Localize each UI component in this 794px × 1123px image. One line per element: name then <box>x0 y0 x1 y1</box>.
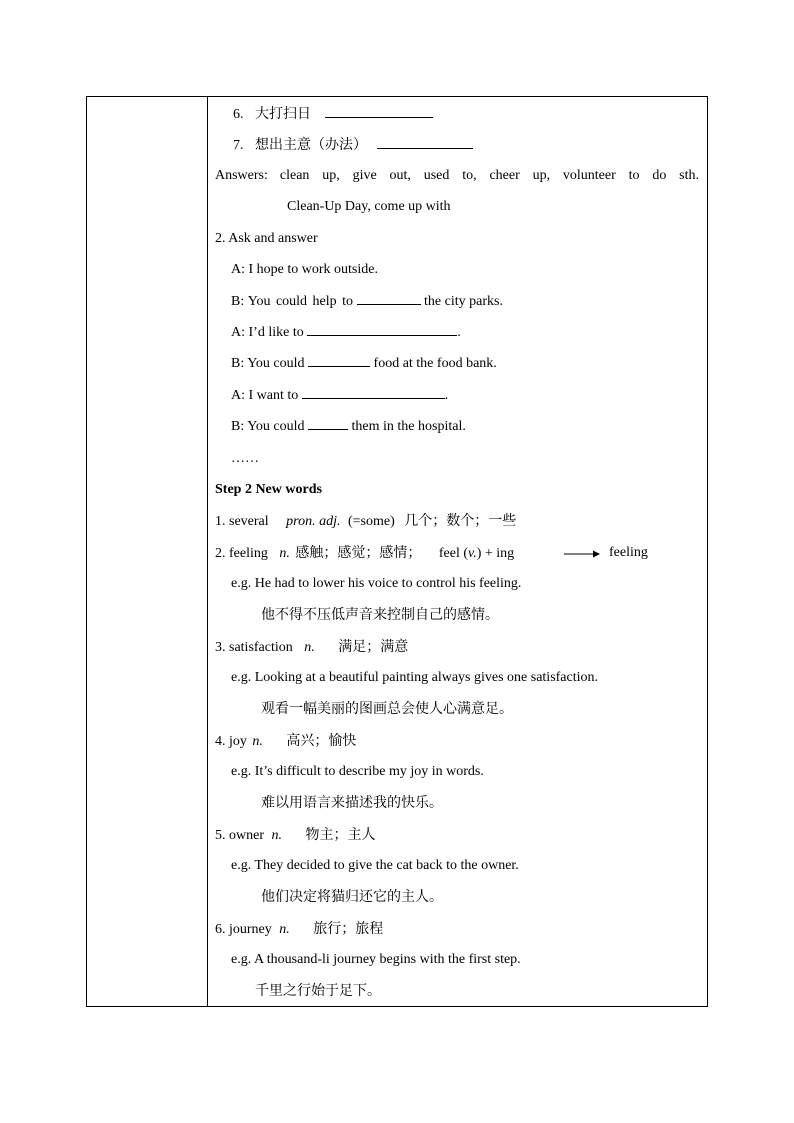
answer-blank[interactable] <box>307 321 457 336</box>
phrase-item-6 <box>233 102 699 126</box>
word-meaning: 旅行；旅程 <box>313 921 384 937</box>
dialogue-text: You could help to <box>247 294 354 309</box>
dialogue-text: the city parks. <box>424 294 503 309</box>
dialogue-line <box>231 321 699 345</box>
word-entry <box>215 823 699 847</box>
phrase-item-7 <box>233 133 699 157</box>
phrase-chinese: 想出主意（办法） <box>255 137 367 153</box>
phrase-number: 6. <box>233 107 244 122</box>
answer-blank[interactable] <box>325 103 433 118</box>
answers-line-2: Clean-Up Day, come up with <box>287 199 451 214</box>
word-term: 2. feeling <box>215 546 268 561</box>
answer-blank[interactable] <box>302 384 445 399</box>
answer-blank[interactable] <box>308 415 348 430</box>
word-entry <box>215 729 699 753</box>
answer-blank[interactable] <box>308 352 370 367</box>
word-meaning: 满足；满意 <box>338 639 409 655</box>
dialogue-text: . <box>444 388 449 403</box>
phrase-number: 7. <box>233 138 244 153</box>
word-note: (=some) <box>347 514 395 529</box>
answers-line <box>215 164 699 188</box>
formula-base: feel <box>438 546 460 561</box>
dialogue-line <box>231 290 699 314</box>
word-term: 6. journey <box>215 922 272 937</box>
answers-label: Answers: <box>215 168 268 183</box>
dialogue-line <box>231 384 699 408</box>
speaker: A: <box>231 325 245 340</box>
formula-suffix: + ing <box>484 546 515 561</box>
dialogue-text: I hope to work outside. <box>248 262 378 277</box>
dialogue-text: food at the food bank. <box>373 356 497 371</box>
part-of-speech: n. <box>279 922 290 937</box>
part-of-speech: n. <box>252 734 263 749</box>
ask-answer-heading: 2. Ask and answer <box>215 231 318 246</box>
dialogue-text: I want to <box>248 388 299 403</box>
dialogue-line <box>231 258 699 282</box>
answer-blank[interactable] <box>377 134 473 149</box>
speaker: A: <box>231 262 245 277</box>
speaker: B: <box>231 356 245 371</box>
lesson-content <box>215 97 699 1006</box>
column-divider <box>207 97 208 1006</box>
example-translation: 难以用语言来描述我的快乐。 <box>261 795 443 811</box>
word-meaning: 物主；主人 <box>305 827 376 843</box>
dialogue-line <box>231 352 699 376</box>
part-of-speech: n. <box>304 640 315 655</box>
dialogue-text: You could <box>247 419 305 434</box>
word-meaning: 几个；数个；一些 <box>404 513 517 529</box>
word-term: 4. joy <box>215 734 247 749</box>
arrow-right-icon <box>564 549 600 559</box>
word-entry <box>215 917 699 941</box>
word-term: 3. satisfaction <box>215 640 293 655</box>
dialogue-text: I’d like to <box>248 325 304 340</box>
example-sentence: e.g. It’s difficult to describe my joy in words. <box>231 764 484 779</box>
example-sentence: e.g. Looking at a beautiful painting always gives one satisfaction. <box>231 670 599 685</box>
dialogue-text: . <box>457 325 461 340</box>
dialogue-text: them in the hospital. <box>351 419 466 434</box>
lesson-table <box>86 96 708 1007</box>
example-sentence: e.g. A thousand-li journey begins with the first step. <box>231 952 521 967</box>
ellipsis: …… <box>231 451 259 466</box>
part-of-speech: pron. adj. <box>286 514 341 529</box>
speaker: B: <box>231 294 245 309</box>
word-meaning: 高兴；愉快 <box>286 733 357 749</box>
formula-pos: (v.) <box>463 546 482 561</box>
word-meaning: 感触；感觉；感情； <box>295 545 422 561</box>
speaker: B: <box>231 419 245 434</box>
word-entry <box>215 509 699 533</box>
phrase-chinese: 大打扫日 <box>255 106 311 122</box>
example-sentence: e.g. They decided to give the cat back to the owner. <box>231 858 519 873</box>
example-sentence: e.g. He had to lower his voice to control his feeling. <box>231 576 522 591</box>
part-of-speech: n. <box>279 546 290 561</box>
answers-text: clean up, give out, used to, cheer up, volunteer to do sth. <box>279 168 699 183</box>
example-translation: 千里之行始于足下。 <box>255 983 381 999</box>
word-term: 1. several <box>215 514 269 529</box>
dialogue-line <box>231 415 699 439</box>
dialogue-text: You could <box>247 356 305 371</box>
speaker: A: <box>231 388 245 403</box>
step2-heading: Step 2 New words <box>215 482 322 497</box>
answer-blank[interactable] <box>357 290 421 305</box>
word-term: 5. owner <box>215 828 264 843</box>
part-of-speech: n. <box>271 828 282 843</box>
example-translation: 他们决定将猫归还它的主人。 <box>261 889 443 905</box>
example-translation: 他不得不压低声音来控制自己的感情。 <box>261 607 499 623</box>
example-translation: 观看一幅美丽的图画总会使人心满意足。 <box>261 701 513 717</box>
formula-result: feeling <box>609 545 648 560</box>
word-entry <box>215 635 699 659</box>
